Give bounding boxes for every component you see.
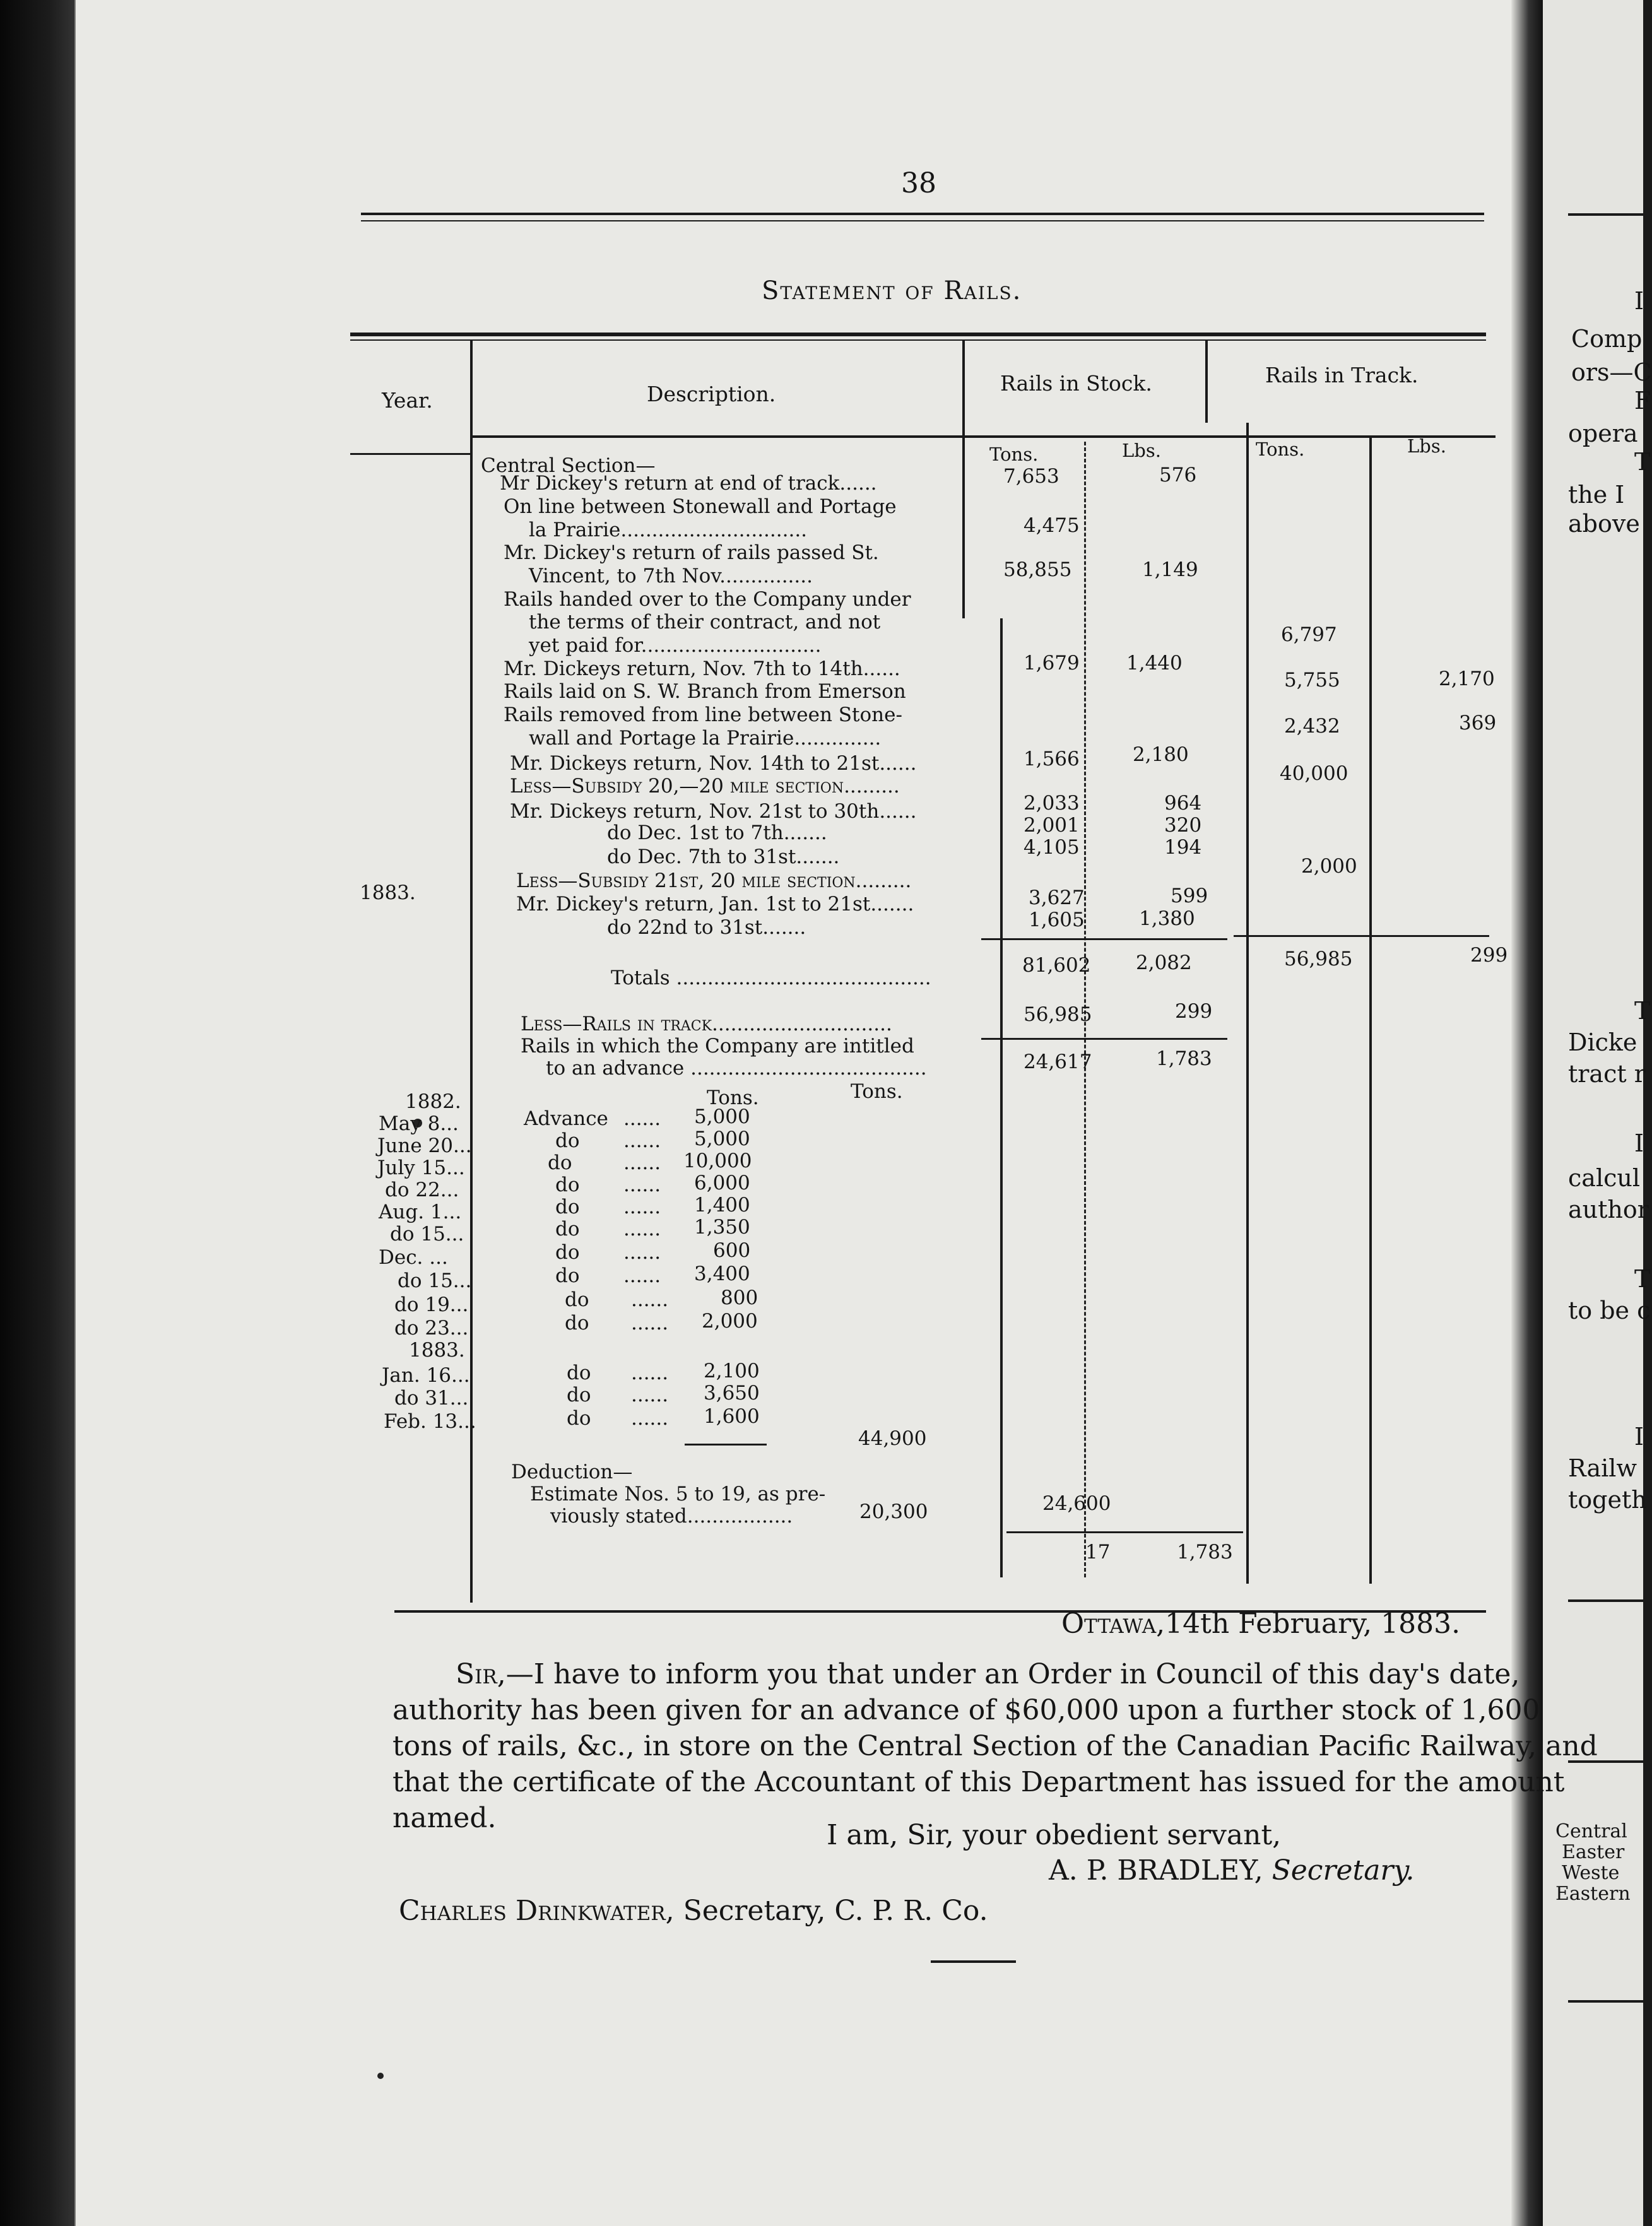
advance-tons: 1,600 [704, 1405, 760, 1428]
track-tons-cell: 2,432 [1284, 715, 1340, 738]
page-number: 38 [901, 167, 936, 199]
advance-date: do 22... [385, 1179, 459, 1201]
advance-date: do 31... [394, 1387, 469, 1410]
stock-lbs-cell: 599 [1171, 885, 1208, 907]
advance-date: Dec. ... [379, 1246, 448, 1269]
facing-rule [1568, 2000, 1650, 2003]
deduction-tons: 20,300 [859, 1500, 928, 1523]
description-cell: do 22nd to 31st....... [607, 916, 806, 939]
signature-title: Secretary. [1271, 1854, 1415, 1887]
facing-text: I [1634, 287, 1644, 315]
entitled-line1: Rails in which the Company are intitled [521, 1035, 914, 1057]
facing-text: Railw [1568, 1454, 1637, 1482]
advance-dots: ...... [631, 1384, 669, 1406]
advance-date: Aug. 1... [379, 1201, 462, 1223]
description-cell: Mr. Dickeys return, Nov. 7th to 14th...... [504, 657, 900, 680]
advance-dots: ...... [623, 1241, 661, 1264]
advance-date: Jan. 16... [382, 1364, 470, 1387]
facing-text: opera [1568, 420, 1638, 447]
entitled-line2: to an advance ...................................... [546, 1057, 927, 1080]
advance-label: Advance [524, 1107, 608, 1130]
salutation: Sir, [456, 1658, 506, 1690]
facing-text: author [1568, 1196, 1649, 1223]
column-divider [1000, 618, 1003, 1577]
description-cell: On line between Stonewall and Portage [504, 495, 897, 518]
advance-label: do [567, 1384, 591, 1406]
description-cell: the terms of their contract, and not [529, 611, 881, 633]
table-top-rule [350, 333, 1486, 336]
track-tons-cell: 5,755 [1284, 669, 1340, 692]
track-lbs-cell: 369 [1459, 712, 1497, 734]
totals-label: Totals ......................................... [611, 967, 931, 989]
less-rails-tons: 56,985 [1024, 1003, 1092, 1026]
stock-lbs-cell: 964 [1164, 792, 1202, 815]
description-cell: yet paid for............................. [529, 634, 822, 657]
facing-text: calcul [1568, 1164, 1640, 1192]
stock-tons-cell: 58,855 [1003, 558, 1072, 581]
stock-tons-cell: 1,605 [1029, 909, 1085, 931]
advance-dots: ...... [631, 1407, 669, 1430]
advance-date: do 19... [394, 1293, 469, 1316]
track-tons-cell: 6,797 [1281, 623, 1337, 646]
advance-label: do [565, 1288, 589, 1311]
description-cell: Mr. Dickey's return of rails passed St. [504, 541, 879, 564]
facing-text: Eastern [1555, 1883, 1631, 1905]
advance-date: July 15... [377, 1157, 465, 1179]
advance-label: do [565, 1312, 589, 1334]
letter-line-3: tons of rails, &c., in store on the Central Section of the Canadian Pacific Railway, and [392, 1730, 1598, 1762]
stock-tons-cell: 2,001 [1024, 814, 1080, 837]
facing-text: I [1634, 1129, 1644, 1157]
header-rule [470, 435, 1496, 438]
dateline-date: ,14th February, 1883. [1156, 1608, 1461, 1640]
less-rails-lbs: 299 [1175, 1000, 1213, 1023]
advance-tons: 2,100 [704, 1360, 760, 1382]
advance-dots: ...... [623, 1107, 661, 1130]
signature [1049, 1852, 1414, 1888]
advance-date: do 15... [390, 1223, 464, 1246]
deduction-stock-tons: 24,600 [1042, 1492, 1111, 1515]
track-tons-cell: 40,000 [1280, 762, 1348, 785]
facing-text: Weste [1562, 1862, 1620, 1884]
book-binding [1511, 0, 1543, 2226]
facing-text: Dicke [1568, 1028, 1637, 1056]
advance-date: June 20... [377, 1134, 472, 1157]
subtotal-rule [981, 1038, 1227, 1040]
advance-tons: 3,400 [694, 1263, 750, 1285]
facing-page-fragment [1543, 0, 1652, 2226]
advances-tons-header: Tons. [707, 1086, 759, 1109]
letter-line-2: authority has been given for an advance of $60,000 upon a further stock of 1,600 [392, 1694, 1540, 1726]
advance-tons: 600 [713, 1239, 751, 1262]
stock-tons-cell: 4,475 [1024, 514, 1080, 537]
facing-text: Easter [1562, 1841, 1625, 1863]
description-cell: Less—Subsidy 21st, 20 mile section......... [516, 869, 912, 892]
facing-text: ors—C [1571, 358, 1652, 386]
column-divider [1246, 423, 1249, 1584]
description-cell: do Dec. 7th to 31st....... [607, 845, 840, 868]
advance-tons: 1,400 [694, 1194, 750, 1216]
stock-lbs-cell: 1,440 [1126, 652, 1183, 674]
stock-tons-cell: 3,627 [1029, 886, 1085, 909]
stock-lbs-cell: 1,149 [1142, 558, 1198, 581]
stock-tons-cell: 4,105 [1024, 836, 1080, 859]
header-rails-in-stock: Rails in Stock. [1000, 371, 1152, 396]
stock-tons-cell: 2,033 [1024, 792, 1080, 815]
advance-label: do [567, 1362, 591, 1384]
letter-line-5: named. [392, 1802, 497, 1834]
header-rule-year [350, 453, 470, 455]
totals-track-lbs: 299 [1470, 944, 1508, 967]
facing-text: above [1568, 510, 1640, 538]
stock-lbs-cell: 320 [1164, 814, 1202, 837]
facing-rule [1568, 213, 1650, 216]
advance-tons: 2,000 [702, 1310, 758, 1333]
letter-text: —I have to inform you that under an Order in Council of this day's date, [505, 1658, 1520, 1690]
advance-dots: ...... [623, 1264, 661, 1287]
advance-dots: ...... [623, 1218, 661, 1240]
advance-dots: ...... [623, 1129, 661, 1152]
header-year: Year. [382, 388, 433, 413]
facing-text: togeth [1568, 1486, 1647, 1514]
advance-date: May 8... [379, 1112, 459, 1135]
advance-tons: 6,000 [694, 1172, 750, 1194]
table-top-rule-thin [350, 339, 1486, 341]
header-track-tons: Tons. [1256, 439, 1305, 460]
advance-tons: 10,000 [683, 1150, 752, 1172]
final-stock-tons: 17 [1085, 1541, 1111, 1564]
header-track-lbs: Lbs. [1407, 435, 1446, 457]
advance-label: do [555, 1264, 580, 1287]
facing-text: T [1634, 997, 1651, 1025]
totals-stock-lbs: 2,082 [1136, 951, 1192, 974]
stock-tons-cell: 7,653 [1003, 465, 1059, 488]
dateline-place: Ottawa [1061, 1608, 1157, 1640]
facing-text: the I [1568, 481, 1625, 509]
advance-date: do 23... [394, 1317, 469, 1340]
description-cell: Less—Subsidy 20,—20 mile section......... [510, 775, 900, 798]
deduction-label: Deduction— [511, 1461, 633, 1483]
advance-tons: 1,350 [694, 1216, 750, 1239]
advance-sum-rule [685, 1444, 767, 1446]
description-cell: Mr. Dickey's return, Jan. 1st to 21st....... [516, 893, 914, 916]
letter-line-4: that the certificate of the Accountant of this Department has issued for the amount [392, 1766, 1565, 1798]
stock-tons-cell: 1,679 [1024, 652, 1080, 674]
facing-text: T [1634, 1265, 1651, 1293]
advance-date: do 15... [398, 1269, 472, 1292]
advance-label: do [548, 1151, 572, 1174]
facing-text: Central [1555, 1820, 1627, 1842]
advance-date: Feb. 13... [384, 1410, 476, 1433]
final-stock-lbs: 1,783 [1177, 1541, 1233, 1564]
column-divider [1369, 435, 1372, 1584]
advances-subtotal: 44,900 [858, 1427, 927, 1450]
advance-dots: ...... [623, 1196, 661, 1218]
facing-text: T [1634, 448, 1651, 476]
totals-stock-tons: 81,602 [1022, 954, 1091, 977]
stock-lbs-cell: 576 [1159, 464, 1197, 486]
advance-label: do [555, 1218, 580, 1240]
header-stock-lbs: Lbs. [1122, 440, 1161, 461]
description-cell: Rails laid on S. W. Branch from Emerson [504, 680, 906, 703]
advance-label: do [555, 1241, 580, 1264]
facing-text: I [1634, 1423, 1644, 1451]
advance-dots: ...... [631, 1288, 669, 1311]
advance-label: do [555, 1129, 580, 1152]
description-cell: wall and Portage la Prairie.............. [529, 727, 882, 750]
ink-speck [377, 2073, 384, 2079]
dateline [1061, 1606, 1460, 1642]
advance-tons: 3,650 [704, 1382, 760, 1404]
description-cell: Mr. Dickeys return, Nov. 21st to 30th...... [510, 800, 917, 823]
totals-rule [981, 938, 1227, 940]
advance-dots: ...... [631, 1312, 669, 1334]
advance-tons: 800 [721, 1287, 758, 1309]
facing-text: Comp [1571, 325, 1643, 353]
year-cell: 1883. [360, 881, 416, 904]
addressee-name: Charles Drinkwater, [399, 1895, 675, 1927]
facing-text: F [1634, 387, 1651, 415]
statement-title: Statement of Rails. [762, 276, 1022, 305]
header-description: Description. [647, 382, 776, 406]
entitled-tons: 24,617 [1024, 1051, 1092, 1073]
facing-text: to be c [1568, 1297, 1651, 1324]
deduction-line2: viously stated................. [550, 1505, 793, 1528]
description-cell: la Prairie.............................. [529, 519, 808, 541]
stock-tons-cell: 1,566 [1024, 748, 1080, 770]
description-cell: Rails handed over to the Company under [504, 588, 911, 611]
track-tons-cell: 2,000 [1301, 855, 1357, 878]
description-cell: Mr. Dickeys return, Nov. 14th to 21st...... [510, 752, 917, 775]
stock-lbs-cell: 1,380 [1139, 907, 1195, 930]
description-cell: Central Section— [481, 454, 656, 477]
description-cell: Vincent, to 7th Nov............... [529, 565, 813, 587]
addressee-title: Secretary, C. P. R. Co. [683, 1895, 988, 1927]
advances-tons-header-2: Tons. [851, 1080, 903, 1103]
top-rule [361, 213, 1484, 215]
header-stock-tons: Tons. [989, 444, 1039, 465]
advances-year-1882: 1882. [405, 1090, 461, 1113]
description-cell: do Dec. 1st to 7th....... [607, 822, 827, 844]
totals-rule [1234, 935, 1489, 937]
advance-tons: 5,000 [694, 1128, 750, 1150]
column-divider [962, 341, 965, 618]
stock-lbs-cell: 194 [1164, 836, 1202, 859]
facing-text: tract r [1568, 1060, 1646, 1088]
description-cell: Rails removed from line between Stone- [504, 704, 902, 726]
header-rails-in-track: Rails in Track. [1265, 363, 1419, 387]
column-divider [1205, 341, 1208, 423]
advance-label: do [567, 1407, 591, 1430]
closing-rule [931, 1960, 1016, 1963]
advance-label: do [555, 1174, 580, 1196]
advance-dots: ...... [623, 1174, 661, 1196]
deduction-line1: Estimate Nos. 5 to 19, as pre- [530, 1483, 826, 1505]
facing-rule [1568, 1599, 1650, 1602]
less-rails-label: Less—Rails in track............................. [521, 1013, 892, 1035]
description-cell: Mr Dickey's return at end of track...... [500, 472, 877, 495]
track-lbs-cell: 2,170 [1439, 668, 1495, 690]
letter-closing: I am, Sir, your obedient servant, [827, 1819, 1282, 1851]
advance-dots: ...... [623, 1151, 661, 1174]
advance-tons: 5,000 [694, 1105, 750, 1128]
advances-year-1883: 1883. [409, 1339, 465, 1362]
signature-name: A. P. BRADLEY, [1049, 1854, 1263, 1887]
addressee [399, 1893, 988, 1929]
final-rule [1006, 1531, 1243, 1533]
advance-label: do [555, 1196, 580, 1218]
top-rule-thin [361, 220, 1484, 221]
book-gutter [0, 0, 82, 2226]
letter-line-1 [456, 1656, 1519, 1692]
entitled-lbs: 1,783 [1156, 1047, 1212, 1070]
totals-track-tons: 56,985 [1284, 948, 1353, 970]
advance-dots: ...... [631, 1362, 669, 1384]
stock-lbs-cell: 2,180 [1133, 743, 1189, 766]
